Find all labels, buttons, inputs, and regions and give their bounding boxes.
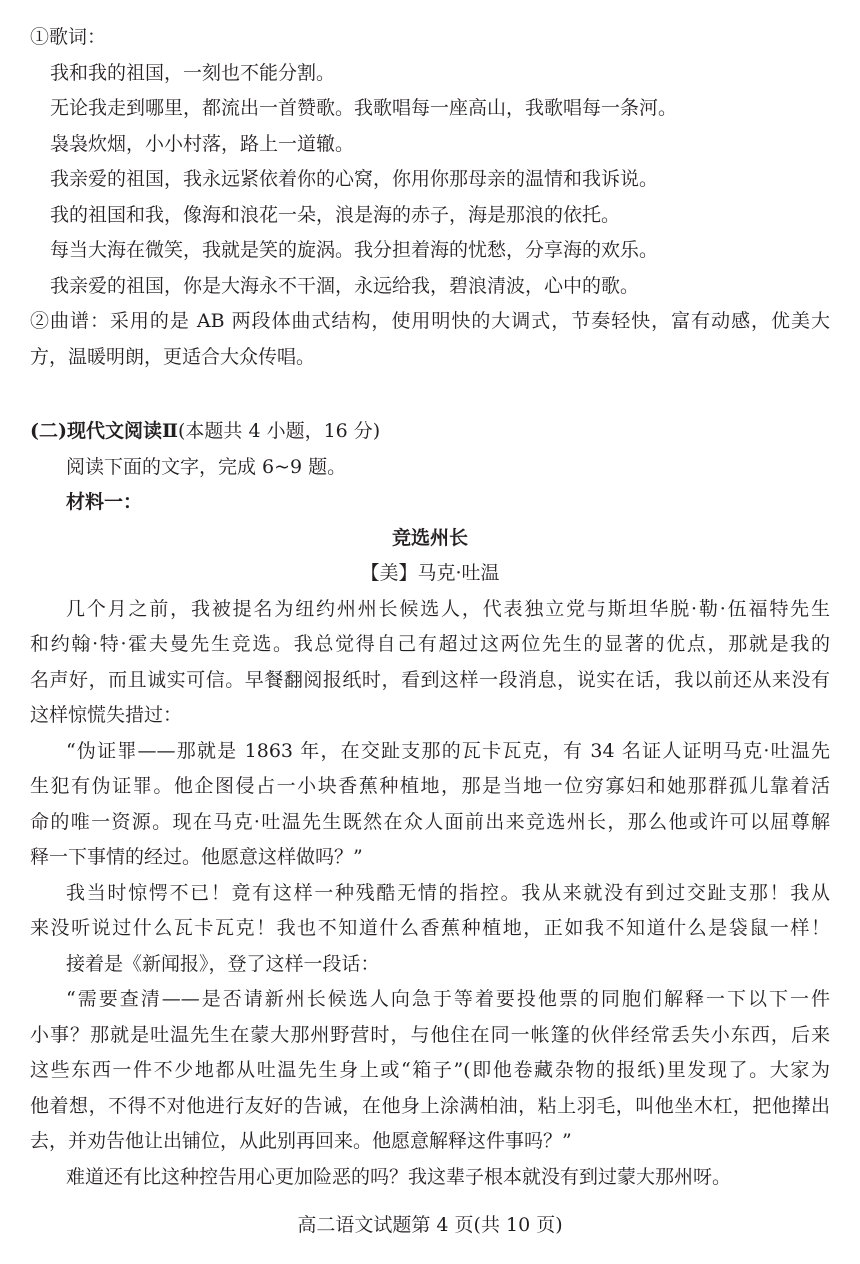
lyrics-section [30,20,830,304]
article-paragraph [30,592,830,734]
paragraph-line: 接着是《新闻报》，登了这样一段话： [66,952,380,975]
lyrics-heading: ①歌词： [30,26,107,48]
paragraph-line: 去，并劝告他让出铺位，从此别再回来。他愿意解释这件事吗？” [30,1130,572,1152]
lyric-line: 每当大海在微笑，我就是笑的旋涡。我分担着海的忧愁，分享海的欢乐。 [50,239,659,261]
paragraph-line: 和约翰·特·霍夫曼先生竞选。我总觉得自己有超过这两位先生的显著的优点，那就是我的 [30,633,830,655]
paragraph-line: 生犯有伪证罪。他企图侵占一小块香蕉种植地，那是当地一位穷寡妇和她那群孤儿靠着活 [30,775,830,797]
article-title: 竞选州长 [391,526,468,549]
article-author: 【美】马克·吐温 [360,562,500,584]
score-line: 方，温暖明朗，更适合大众传唱。 [30,345,316,368]
paragraph-line: “需要查清——是否请新州长候选人向急于等着要投他票的同胞们解释一下以下一件 [66,988,830,1010]
paragraph-line: “伪证罪——那就是 1863 年，在交趾支那的瓦卡瓦克，有 34 名证人证明马克·吐温先 [66,739,830,762]
page-footer: 高二语文试题第 4 页(共 10 页) [297,1214,563,1236]
score-section [30,304,830,375]
instruction-text: 阅读下面的文字，完成 6~9 题。 [66,455,347,478]
section-heading-row [30,414,830,450]
reading-section [30,414,830,1195]
lyric-line: 我亲爱的祖国，我永远紧依着你的心窝，你用你那母亲的温情和我诉说。 [50,168,659,190]
paragraph-line: 命的唯一资源。现在马克·吐温先生既然在众人面前出来竞选州长，那么他或许可以屈尊解 [30,810,830,833]
page-content [30,20,830,1195]
lyric-line: 袅袅炊烟，小小村落，路上一道辙。 [50,132,355,155]
article-paragraph [30,982,830,1160]
article-paragraph [30,947,830,983]
paragraph-line: 名声好，而且诚实可信。早餐翻阅报纸时，看到这样一段消息，说实在话，我以前还从来没有 [30,668,830,691]
lyric-line: 我和我的祖国，一刻也不能分割。 [50,61,336,84]
lyric-line: 我亲爱的祖国，你是大海永不干涸，永远给我，碧浪清波，心中的歌。 [50,274,640,297]
paragraph-line: 他着想，不得不对他进行友好的告诫，在他身上涂满柏油，粘上羽毛，叫他坐木杠，把他撵出 [30,1094,830,1117]
lyric-line: 无论我走到哪里，都流出一首赞歌。我歌唱每一座高山，我歌唱每一条河。 [50,97,678,119]
article-paragraph [30,876,830,947]
paragraph-line: 我当时惊愕不已！竟有这样一种残酷无情的指控。我从来就没有到过交趾支那！我从 [66,881,830,904]
score-line: ②曲谱：采用的是 AB 两段体曲式结构，使用明快的大调式，节奏轻快，富有动感，优美大 [30,310,830,332]
section-heading: (二)现代文阅读Ⅱ [30,420,178,442]
paragraph-line: 这样惊慌失措过： [30,704,183,726]
article-paragraph [30,1160,830,1196]
paragraph-line: 来没听说过什么瓦卡瓦克！我也不知道什么香蕉种植地，正如我不知道什么是袋鼠一样！ [30,917,830,939]
material-label: 材料一： [66,491,143,513]
paragraph-line: 释一下事情的经过。他愿意这样做吗？” [30,846,363,868]
paragraph-line: 小事？那就是吐温先生在蒙大那州野营时，与他住在同一帐篷的伙伴经常丢失小东西，后来 [30,1023,830,1046]
article-paragraph [30,734,830,876]
paragraph-line: 这些东西一件不少地都从吐温先生身上或“箱子”(即他卷藏杂物的报纸)里发现了。大家为 [30,1059,830,1081]
lyric-line: 我的祖国和我，像海和浪花一朵，浪是海的赤子，海是那浪的依托。 [50,203,621,226]
paragraph-line: 难道还有比这种控告用心更加险恶的吗？我这辈子根本就没有到过蒙大那州呀。 [66,1165,732,1188]
paragraph-line: 几个月之前，我被提名为纽约州州长候选人，代表独立党与斯坦华脱·勒·伍福特先生 [66,597,830,620]
section-note: (本题共 4 小题，16 分) [178,420,381,442]
